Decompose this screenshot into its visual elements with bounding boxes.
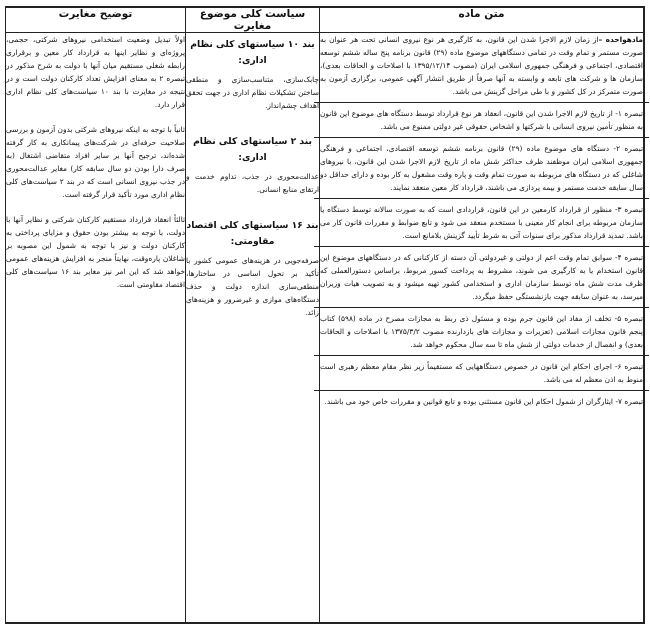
article-text-column: [320, 33, 644, 623]
note-2: تبصره ۲- دستگاه های موضوع ماده (۲۹) قانون برنامه ششم توسعه اقتصادی، اجتماعی و فرهنگی جمهوری اسلامی ایران موظفند ظرف حداکثر شش ماه از تاریخ لازم الاجرا شدن این قانون، با نیروهای شاغلی که در دستگاه های مربوطه به صورت تمام وقت و پاره وقت مشغول به کار بوده و دارای حداقل دو سال سابقه خدمت مستمر و بیمه پردازی می باشند، قرارداد کار معین منعقد نمایند.: [320, 144, 643, 192]
explanation-1: اولاً تبدیل وضعیت استخدامی نیروهای شرکتی، حجمی، پروژه‌ای و نظایر اینها به قرارداد کار معین و برقراری رابطه شغلی مستقیم میان آنها با دولت به شرح مذکور در تبصره ۲ به معنای افزایش تعداد کارکنان دولت است و در نتیجه در مغایرت با بند ۱۰ سیاست‌های کلی نظام اداری قرار دارد.: [6, 35, 186, 109]
note-1: تبصره ۱- از تاریخ لازم الاجرا شدن این قانون، انعقاد هر نوع قرارداد توسط دستگاه های موضوع این قانون به منظور تأمین نیروی انسانی با شرکتها و اشخاص حقوقی غیر دولتی ممنوع می باشد.: [320, 109, 643, 131]
explanation-3: ثالثاً انعقاد قرارداد مستقیم کارکنان شرکتی و نظایر آنها با دولت، با توجه به بیشتر بودن حقوق و مزایای پرداختی به کارکنان دولت و نیز با توجه به شمول این مصوبه بر شاغلان پاره‌وقت، نهایتاً منجر به افزایش هزینه‌های عمومی خواهد شد که این امر نیز مغایر بند ۱۶ سیاست‌های کلی اقتصاد مقاومتی است.: [6, 215, 185, 289]
note-6: تبصره ۶- اجرای احکام این قانون در خصوص دستگاههایی که مستقیماً زیر نظر مقام معظم رهبری است منوط به اذن معظم له می باشد.: [320, 362, 643, 384]
row-divider: [314, 390, 649, 391]
row-divider: [314, 246, 649, 247]
note-3: تبصره ۳- منظور از قرارداد کارمعین در این قانون، قراردادی است که به صورت سالانه توسط دستگاه یا سازمان مربوطه برای انجام کار معینی با مستخدم منعقد می شود و تابع ضوابط و مقررات قانون کار می باشد. تمدید قرارداد مذکور برای سنوات آتی به شرط تأیید گزینش بلامانع است.: [320, 205, 643, 240]
explanation-column: [6, 33, 186, 623]
row-divider: [314, 307, 649, 308]
row-divider: [314, 102, 649, 103]
header-explanation: توضیح مغایرت: [6, 8, 186, 33]
policy-title-2: بند ۲ سیاستهای کلی نظام اداری:: [193, 136, 312, 163]
note-4: تبصره ۴- سوابق تمام وقت اعم از دولتی و غیردولتی آن دسته از کارکنانی که در دستگاههای موضوع این قانون استخدام یا به کارگیری می شوند، مشروط به پرداخت کسور مربوط، براساس دستورالعملی که ظرف مدت شش ماه توسط سازمان اداری و استخدامی کشور تهیه میشود و به تصویب هیات وزیران میرسد، به عنوان سابقه جهت بازنشستگی حفظ میگردد.: [320, 253, 643, 301]
explanation-2: ثانیاً با توجه به اینکه نیروهای شرکتی بدون آزمون و بررسی صلاحیت حرفه‌ای در شرکت‌های پیمانکاری به کار گرفته شده‌اند، ترجیح آنها بر سایر افراد متقاضی اشتغال (به صرف دارا بودن دو سال سابقه کار) مغایر عدالت‌محوری در جذب نیروی انسانی است که در بند ۲ سیاست‌های کلی نظام اداری مورد تأکید قرار گرفته است.: [6, 125, 185, 199]
comparison-table: [5, 7, 644, 623]
header-article-text: متن ماده: [320, 8, 644, 33]
policy-title-1: بند ۱۰ سیاستهای کلی نظام اداری:: [190, 39, 315, 66]
document-table-frame: [5, 6, 645, 624]
row-divider: [314, 198, 649, 199]
policy-column: [186, 33, 320, 623]
row-divider: [314, 355, 649, 356]
policy-title-3: بند ۱۶ سیاستهای کلی اقتصاد مقاومتی:: [186, 220, 319, 247]
row-divider: [314, 137, 649, 138]
article-main-paragraph: [320, 33, 643, 98]
article-lead: مادهواحده –: [598, 35, 644, 44]
policy-body-2: عدالت‌محوری در جذب، تداوم خدمت و ارتقای منابع انسانی.: [186, 172, 319, 194]
policy-body-3: صرفه‌جویی در هزینه‌های عمومی کشور با تأکید بر تحول اساسی در ساختارها، منطقی‌سازی اندازه دولت و حذف دستگاه‌های موازی و غیرضرور و هزینه‌های زائد.: [186, 256, 319, 317]
note-7: تبصره ۷- ایثارگران از شمول احکام این قانون مستثنی بوده و تابع قوانین و مقررات خاص خود می باشند.: [324, 397, 643, 406]
article-body: از زمان لازم الاجرا شدن این قانون، به کارگیری هر نوع نیروی انسانی تحت هر عنوان به صورت مستمر و تمام وقت در تمامی دستگاههای موضوع ماده (۲۹) قانون برنامه پنج ساله ششم توسعه اقتصادی، اجتماعی و فرهنگی جمهوری اسلامی ایران (مصوب ۱۳۹۵/۱۲/۱۴ با اصلاحات و الحاقات بعدی)، سازمان ها و شرکت های تابعه و وابسته به آنها صرفاً از طریق انتشار آگهی عمومی، برگزاری آزمون به صورت متمرکز در کل کشور و با طی مراحل گزینش می باشد.: [320, 35, 643, 96]
policy-body-1: چابک‌سازی، متناسب‌سازی و منطقی ساختن تشکیلات نظام اداری در جهت تحقق اهداف چشم‌انداز.: [186, 75, 319, 110]
note-5: تبصره ۵- تخلف از مفاد این قانون جرم بوده و مسئول ذی ربط به مجازات مصرح در ماده (۵۹۸) کتاب پنجم قانون مجازات اسلامی (تعزیرات و مجازات های بازدارنده مصوب ۱۳۷۵/۳/۲ با اصلاحات و الحاقات بعدی) و انفصال از خدمات دولتی از شش ماه تا سه سال محکوم خواهد شد.: [320, 314, 643, 349]
header-policy: سیاست کلی موضوع مغایرت: [186, 8, 320, 33]
